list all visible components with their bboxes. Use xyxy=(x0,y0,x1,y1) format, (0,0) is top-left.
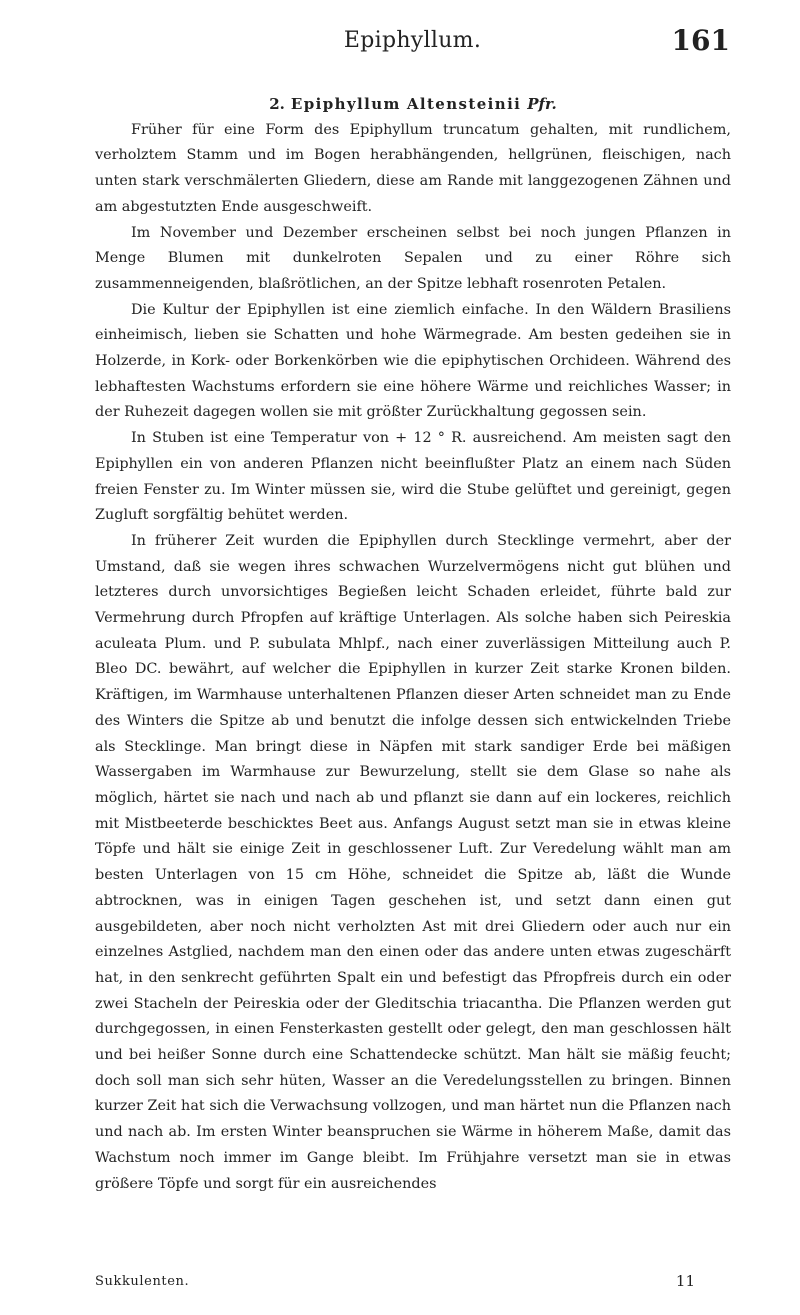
page-header xyxy=(95,20,730,60)
section-number: 2. xyxy=(269,95,285,113)
section-author: Pfr. xyxy=(527,95,557,113)
page-footer xyxy=(95,1272,730,1302)
section-title xyxy=(95,92,731,118)
page-number: 161 xyxy=(671,24,730,57)
paragraph-culture: Die Kultur der Epiphyllen ist eine ziemlich einfache. In den Wäldern Brasiliens einheimisch, lieben sie Schatten und hohe Wärmegrade. Am besten gedeihen sie in Holzerde, in Kork- oder Borkenkörben wie die epiphytischen Orchideen. Während des lebhaftesten Wachstums erfordern sie eine höhere Wärme und reichliches Wasser; in der Ruhezeit dagegen wollen sie mit größter Zurückhaltung gegossen sein. xyxy=(95,301,731,421)
page-body xyxy=(95,92,731,1197)
paragraph-flowering: Im November und Dezember erscheinen selbst bei noch jungen Pflanzen in Menge Blumen mit dunkelroten Sepalen und zu einer Röhre sich zusammenneigenden, blaßrötlichen, an der Spitze lebhaft rosenroten Petalen. xyxy=(95,224,731,292)
paragraph-room-culture: In Stuben ist eine Temperatur von + 12 ° R. ausreichend. Am meisten sagt den Epiphyllen ein von anderen Pflanzen nicht beeinflußter Platz an einem nach Süden freien Fenster zu. Im Winter müssen sie, wird die Stube gelüftet und gereinigt, gegen Zugluft sorgfältig behütet werden. xyxy=(95,430,731,524)
paragraph-description: Früher für eine Form des Epiphyllum truncatum gehalten, mit rundlichem, verholztem Stamm und im Bogen herabhängenden, hellgrünen, fleischigen, nach unten stark verschmälerten Gliedern, diese am Rande mit langgezogenen Zähnen und am abgestutzten Ende ausgeschweift. xyxy=(95,121,731,215)
section-species: Altensteinii xyxy=(406,95,522,113)
section-genus: Epiphyllum xyxy=(290,95,401,113)
running-head: Epiphyllum. xyxy=(343,28,482,53)
footer-signature: Sukkulenten. xyxy=(95,1274,190,1289)
sheet-number: 11 xyxy=(675,1272,695,1290)
paragraph-propagation: In früherer Zeit wurden die Epiphyllen durch Stecklinge vermehrt, aber der Umstand, daß sie wegen ihres schwachen Wurzelvermögens nicht gut blühen und letzteres durch unvorsichtiges Begießen leicht Schaden erleidet, führte bald zur Vermehrung durch Pfropfen auf kräftige Unterlagen. Als solche haben sich Peireskia aculeata Plum. und P. subulata Mhlpf., nach einer zuverlässigen Mitteilung auch P. Bleo DC. bewährt, auf welcher die Epiphyllen in kurzer Zeit starke Kronen bilden. Kräftigen, im Warmhause unterhaltenen Pflanzen dieser Arten schneidet man zu Ende des Winters die Spitze ab und benutzt die infolge dessen sich entwickelnden Triebe als Stecklinge. Man bringt diese in Näpfen mit stark sandiger Erde bei mäßigen Wassergaben im Warmhause zur Bewurzelung, stellt sie dem Glase so nahe als möglich, härtet sie nach und nach ab und pflanzt sie dann auf ein lockeres, reichlich mit Mistbeeterde beschicktes Beet aus. Anfangs August setzt man sie in etwas kleine Töpfe und hält sie einige Zeit in geschlossener Luft. Zur Veredelung wählt man am besten Unterlagen von 15 cm Höhe, schneidet die Spitze ab, läßt die Wunde abtrocknen, was in einigen Tagen geschehen ist, und setzt dann einen gut ausgebildeten, aber noch nicht verholzten Ast mit drei Gliedern oder auch nur ein einzelnes Astglied, nachdem man den einen oder das andere unten etwas zugeschärft hat, in den senkrecht geführten Spalt ein und befestigt das Pfropfreis durch ein oder zwei Stacheln der Peireskia oder der Gleditschia triacantha. Die Pflanzen werden gut durchgegossen, in einen Fensterkasten gestellt oder gelegt, den man geschlossen hält und bei heißer Sonne durch eine Schattendecke schützt. Man hält sie mäßig feucht; doch soll man sich sehr hüten, Wasser an die Veredelungsstellen zu bringen. Binnen kurzer Zeit hat sich die Verwachsung vollzogen, und man härtet nun die Pflanzen nach und nach ab. Im ersten Winter beanspruchen sie Wärme in höherem Maße, damit das Wachstum noch immer im Gange bleibt. Im Frühjahre versetzt man sie in etwas größere Töpfe und sorgt für ein ausreichendes xyxy=(95,532,731,1192)
